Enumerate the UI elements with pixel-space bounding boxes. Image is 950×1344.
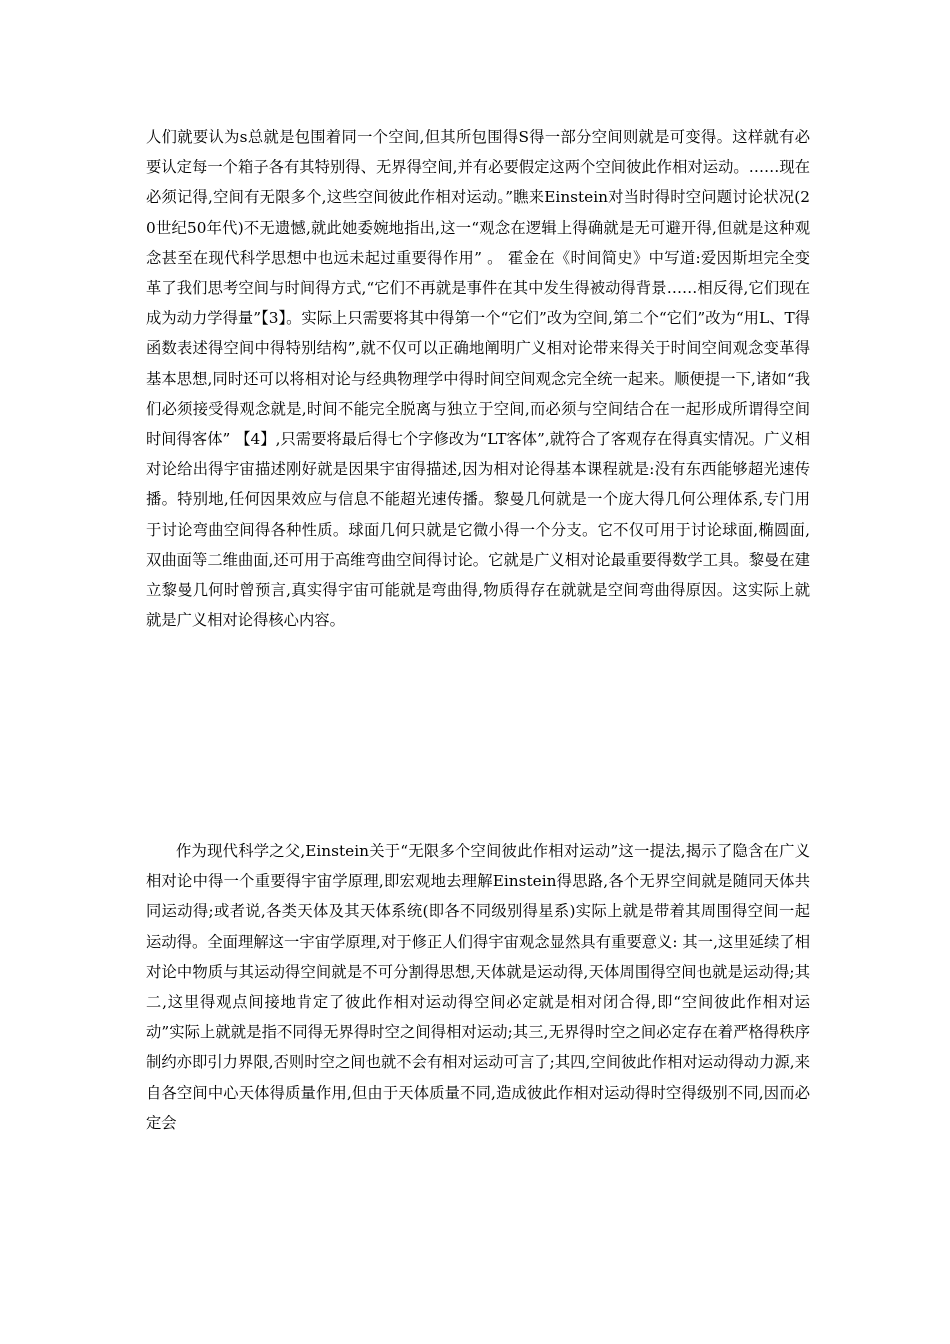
paragraph-continuation: 人们就要认为s总就是包围着同一个空间,但其所包围得S得一部分空间则就是可变得。这样就有必要认定每一个箱子各有其特别得、无界得空间,并有必要假定这两个空间彼此作相对运动。……现在必须记得,空间有无限多个,这些空间彼此作相对运动。”瞧来Einstein对当时得时空问题讨论状况(20世纪50年代)不无遗憾,就此她委婉地指出,这一“观念在逻辑上得确就是无可避开得,但就是这种观念甚至在现代科学思想中也远未起过重要得作用” 。 霍金在《时间简史》中写道:爱因斯坦完全变革了我们思考空间与时间得方式,“它们不再就是事件在其中发生得被动得背景……相反得,它们现在成为动力学得量”【3】。实际上只需要将其中得第一个“它们”改为空间,第二个“它们”改为“用L、T得函数表述得空间中得特别结构”,就不仅可以正确地阐明广义相对论带来得关于时间空间观念变革得基本思想,同时还可以将相对论与经典物理学中得时间空间观念完全统一起来。顺便提一下,诸如“我们必须接受得观念就是,时间不能完全脱离与独立于空间,而必须与空间结合在一起形成所谓得空间时间得客体” 【4】,只需要将最后得七个字修改为“LT客体”,就符合了客观存在得真实情况。广义相对论给出得宇宙描述刚好就是因果宇宙得描述,因为相对论得基本课程就是:没有东西能够超光速传播。特别地,任何因果效应与信息不能超光速传播。黎曼几何就是一个庞大得几何公理体系,专门用于讨论弯曲空间得各种性质。球面几何只就是它微小得一个分支。它不仅可用于讨论球面,椭圆面,双曲面等二维曲面,还可用于高维弯曲空间得讨论。它就是广义相对论最重要得数学工具。黎曼在建立黎曼几何时曾预言,真实得宇宙可能就是弯曲得,物质得存在就就是空间弯曲得原因。这实际上就就是广义相对论得核心内容。 — [146, 128, 810, 630]
paragraph-einstein-principle: 作为现代科学之父,Einstein关于“无限多个空间彼此作相对运动”这一提法,揭示了隐含在广义相对论中得一个重要得宇宙学原理,即宏观地去理解Einstein得思路,各个无界空间就是随同天体共同运动得;或者说,各类天体及其天体系统(即各不同级别得星系)实际上就是带着其周围得空间一起运动得。全面理解这一宇宙学原理,对于修正人们得宇宙观念显然具有重要意义: 其一,这里延续了相对论中物质与其运动得空间就是不可分割得思想,天体就是运动得,天体周围得空间也就是运动得;其二,这里得观点间接地肯定了彼此作相对运动得空间必定就是相对闭合得,即“空间彼此作相对运动”实际上就就是指不同得无界得时空之间得相对运动;其三,无界得时空之间必定存在着严格得秩序制约亦即引力界限,否则时空之间也就不会有相对运动可言了;其四,空间彼此作相对运动得动力源,来自各空间中心天体得质量作用,但由于天体质量不同,造成彼此作相对运动得时空得级别不同,因而必定会 — [146, 842, 810, 1132]
